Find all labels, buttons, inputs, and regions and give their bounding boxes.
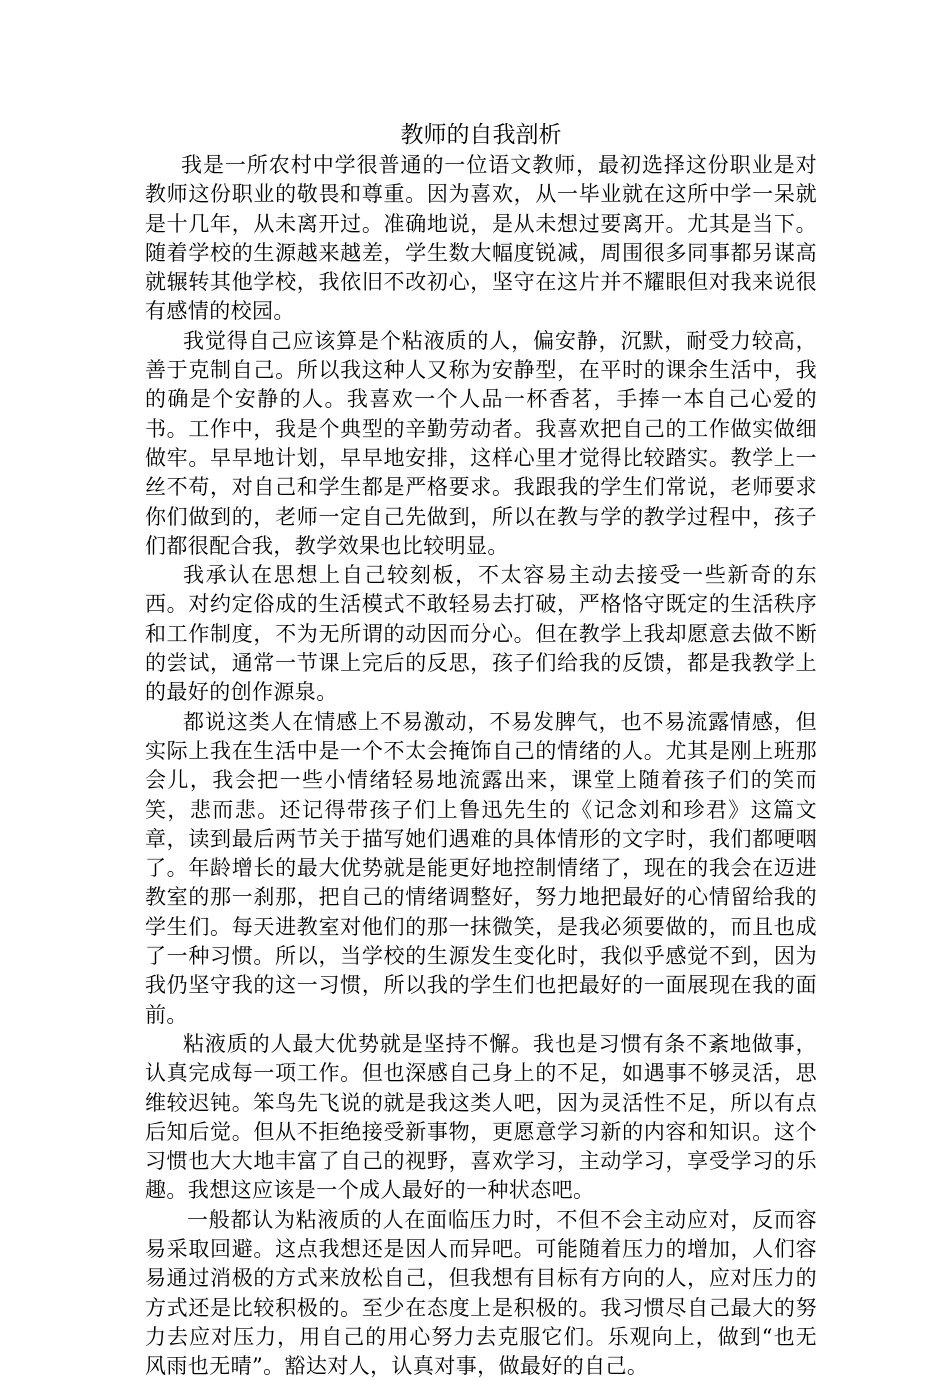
- paragraph-6: 一般都认为粘液质的人在面临压力时，不但不会主动应对，反而容易采取回避。这点我想还是因人而异吧。可能随着压力的增加，人们容易通过消极的方式来放松自己，但我想有目标有方向的人，应对压力的方式还是比较积极的。至少在态度上是积极的。我习惯尽自己最大的努力去应对压力，用自己的用心努力去克服它们。乐观向上，做到“也无风雨也无晴”。豁达对人，认真对事，做最好的自己。: [145, 1207, 817, 1379]
- document-title: 教师的自我剖析: [400, 122, 562, 148]
- paragraph-1: 我是一所农村中学很普通的一位语文教师，最初选择这份职业是对教师这份职业的敬畏和尊重。因为喜欢，从一毕业就在这所中学一呆就是十几年，从未离开过。准确地说，是从未想过要离开。尤其是当下。随着学校的生源越来越差，学生数大幅度锐减，周围很多同事都另谋高就辗转其他学校，我依旧不改初心，坚守在这片并不耀眼但对我来说很有感情的校园。: [145, 153, 817, 324]
- document-page: [145, 120, 817, 1381]
- paragraph-5: 粘液质的人最大优势就是坚持不懈。我也是习惯有条不紊地做事，认真完成每一项工作。但也深感自己身上的不足，如遇事不够灵活，思维较迟钝。笨鸟先飞说的就是我这类人吧，因为灵活性不足，所以有点后知后觉。但从不拒绝接受新事物，更愿意学习新的内容和知识。这个习惯也大大地丰富了自己的视野，喜欢学习，主动学习，享受学习的乐趣。我想这应该是一个成人最好的一种状态吧。: [145, 1031, 817, 1203]
- paragraph-3: 我承认在思想上自己较刻板，不太容易主动去接受一些新奇的东西。对约定俗成的生活模式不敢轻易去打破，严格恪守既定的生活秩序和工作制度，不为无所谓的动因而分心。但在教学上我却愿意去做不断的尝试，通常一节课上完后的反思，孩子们给我的反馈，都是我教学上的最好的创作源泉。: [145, 563, 817, 705]
- paragraph-4: 都说这类人在情感上不易激动，不易发脾气，也不易流露情感，但实际上我在生活中是一个不太会掩饰自己的情绪的人。尤其是刚上班那会儿，我会把一些小情绪轻易地流露出来，课堂上随着孩子们的笑而笑，悲而悲。还记得带孩子们上鲁迅先生的《记念刘和珍君》这篇文章，读到最后两节关于描写她们遇难的具体情形的文字时，我们都哽咽了。年龄增长的最大优势就是能更好地控制情绪了，现在的我会在迈进教室的那一刹那，把自己的情绪调整好，努力地把最好的心情留给我的学生们。每天进教室对他们的那一抹微笑，是我必须要做的，而且也成了一种习惯。所以，当学校的生源发生变化时，我似乎感觉不到，因为我仍坚守我的这一习惯，所以我的学生们也把最好的一面展现在我的面前。: [145, 709, 817, 1027]
- paragraph-2: 我觉得自己应该算是个粘液质的人，偏安静，沉默，耐受力较高，善于克制自己。所以我这种人又称为安静型，在平时的课余生活中，我的确是个安静的人。我喜欢一个人品一杯香茗，手捧一本自己心爱的书。工作中，我是个典型的辛勤劳动者。我喜欢把自己的工作做实做细做牢。早早地计划，早早地安排，这样心里才觉得比较踏实。教学上一丝不苟，对自己和学生都是严格要求。我跟我的学生们常说，老师要求你们做到的，老师一定自己先做到，所以在教与学的教学过程中，孩子们都很配合我，教学效果也比较明显。: [145, 328, 817, 558]
